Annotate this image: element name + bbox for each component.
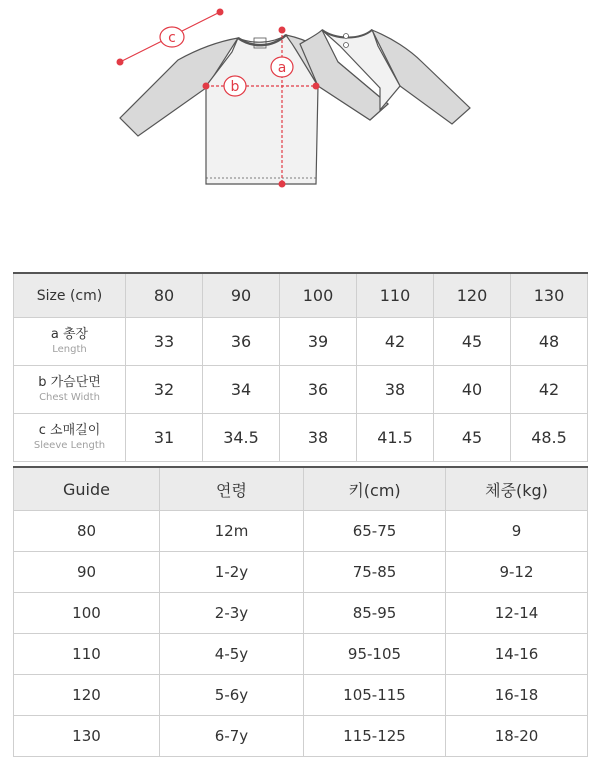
table-cell: 18-20 xyxy=(446,716,588,757)
table-cell: 80 xyxy=(14,511,160,552)
back-view xyxy=(300,30,470,124)
table-cell: 75-85 xyxy=(304,552,446,593)
table-cell: 130 xyxy=(14,716,160,757)
guide-header-cell: 체중(kg) xyxy=(446,467,588,511)
table-cell: 34.5 xyxy=(203,414,280,462)
row-sublabel: Length xyxy=(52,344,87,355)
table-cell: 48 xyxy=(511,318,588,366)
table-cell: 1-2y xyxy=(160,552,304,593)
guide-header-cell: 키(cm) xyxy=(304,467,446,511)
table-row xyxy=(14,634,588,675)
guide-header-cell: 연령 xyxy=(160,467,304,511)
label-c xyxy=(160,27,184,47)
row-sublabel: Chest Width xyxy=(39,392,100,403)
size-header-cell: 120 xyxy=(434,273,511,318)
table-cell: 38 xyxy=(280,414,357,462)
guide-header-row xyxy=(14,467,588,511)
table-row xyxy=(14,716,588,757)
table-cell: 39 xyxy=(280,318,357,366)
table-cell: 65-75 xyxy=(304,511,446,552)
svg-text:b: b xyxy=(230,79,240,95)
row-label: a 총장 xyxy=(50,327,89,342)
table-cell: 14-16 xyxy=(446,634,588,675)
table-cell: 42 xyxy=(511,366,588,414)
row-label-length xyxy=(14,318,126,366)
table-row xyxy=(14,552,588,593)
table-cell: 33 xyxy=(126,318,203,366)
guide-header-cell: Guide xyxy=(14,467,160,511)
size-table xyxy=(13,272,588,462)
table-cell: 95-105 xyxy=(304,634,446,675)
table-cell: 45 xyxy=(434,414,511,462)
row-label: b 가슴단면 xyxy=(38,375,101,390)
table-cell: 6-7y xyxy=(160,716,304,757)
label-a xyxy=(271,57,293,77)
size-header-cell: 90 xyxy=(203,273,280,318)
front-view xyxy=(120,35,388,184)
table-cell: 38 xyxy=(357,366,434,414)
row-label-sleeve xyxy=(14,414,126,462)
table-cell: 34 xyxy=(203,366,280,414)
svg-text:a: a xyxy=(277,60,287,76)
guide-table xyxy=(13,466,588,757)
table-row xyxy=(14,511,588,552)
size-header-cell: 110 xyxy=(357,273,434,318)
table-cell: 16-18 xyxy=(446,675,588,716)
garment-diagram xyxy=(0,0,600,260)
table-row xyxy=(14,318,588,366)
table-cell: 2-3y xyxy=(160,593,304,634)
table-cell: 12-14 xyxy=(446,593,588,634)
table-cell: 9 xyxy=(446,511,588,552)
table-cell: 36 xyxy=(280,366,357,414)
row-sublabel: Sleeve Length xyxy=(33,440,106,451)
size-header-cell: 100 xyxy=(280,273,357,318)
table-cell: 9-12 xyxy=(446,552,588,593)
size-header-cell: 130 xyxy=(511,273,588,318)
table-cell: 41.5 xyxy=(357,414,434,462)
label-b xyxy=(224,76,246,96)
table-cell: 32 xyxy=(126,366,203,414)
size-header-row xyxy=(14,273,588,318)
table-row xyxy=(14,414,588,462)
table-cell: 5-6y xyxy=(160,675,304,716)
table-cell: 110 xyxy=(14,634,160,675)
table-cell: 115-125 xyxy=(304,716,446,757)
table-cell: 105-115 xyxy=(304,675,446,716)
table-row xyxy=(14,366,588,414)
table-cell: 42 xyxy=(357,318,434,366)
table-cell: 120 xyxy=(14,675,160,716)
table-cell: 48.5 xyxy=(511,414,588,462)
size-header-label: Size (cm) xyxy=(14,273,126,318)
size-header-cell: 80 xyxy=(126,273,203,318)
table-cell: 85-95 xyxy=(304,593,446,634)
table-cell: 45 xyxy=(434,318,511,366)
svg-text:c: c xyxy=(168,30,176,46)
table-cell: 100 xyxy=(14,593,160,634)
row-label: c 소매길이 xyxy=(38,423,101,438)
row-label-chest xyxy=(14,366,126,414)
table-row xyxy=(14,593,588,634)
table-cell: 40 xyxy=(434,366,511,414)
table-cell: 4-5y xyxy=(160,634,304,675)
table-row xyxy=(14,675,588,716)
table-cell: 36 xyxy=(203,318,280,366)
table-cell: 31 xyxy=(126,414,203,462)
table-cell: 12m xyxy=(160,511,304,552)
table-cell: 90 xyxy=(14,552,160,593)
